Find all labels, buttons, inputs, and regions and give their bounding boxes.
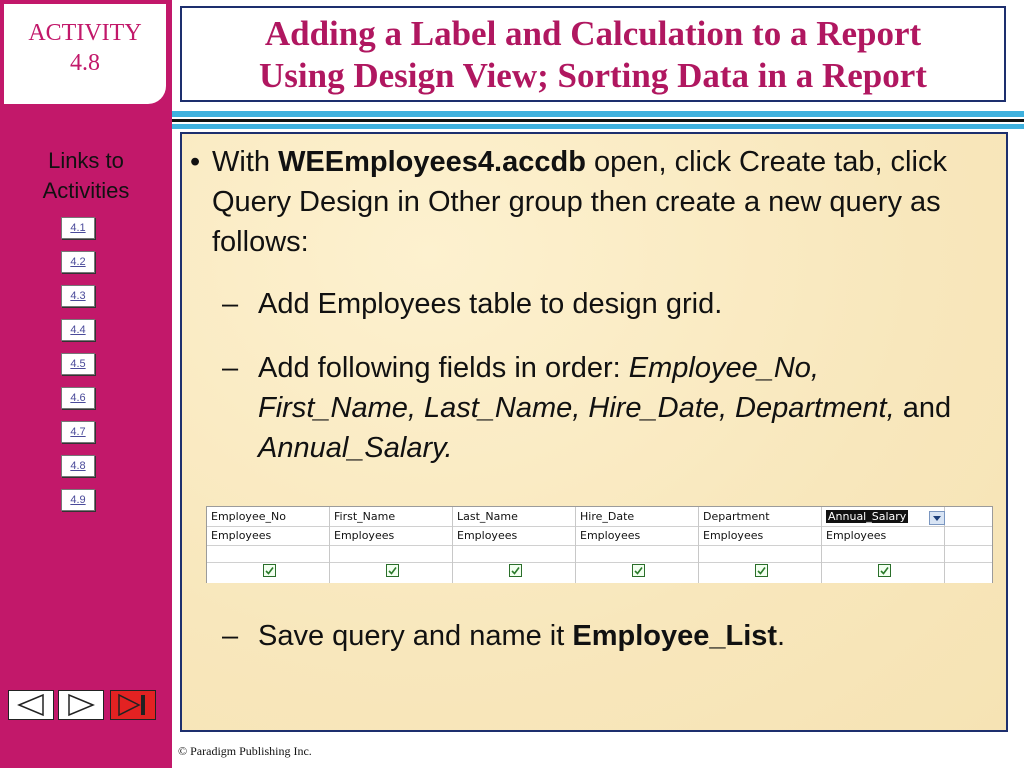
show-checkbox[interactable] [632, 564, 645, 577]
title-line-2: Using Design View; Sorting Data in a Report [259, 56, 927, 95]
link-activity-4-9[interactable]: 4.9 [61, 489, 95, 511]
header-divider [172, 108, 1024, 130]
show-checkbox[interactable] [755, 564, 768, 577]
query-design-grid [206, 506, 993, 583]
grid-field[interactable]: Employee_No [211, 510, 286, 523]
grid-table[interactable]: Employees [211, 529, 272, 542]
grid-table[interactable]: Employees [334, 529, 395, 542]
end-button[interactable] [110, 690, 156, 720]
activity-badge [4, 4, 166, 104]
link-activity-4-8[interactable]: 4.8 [61, 455, 95, 477]
links-title-line1: Links to [48, 148, 124, 173]
link-activity-4-7[interactable]: 4.7 [61, 421, 95, 443]
grid-field[interactable]: Last_Name [457, 510, 518, 523]
link-activity-4-1[interactable]: 4.1 [61, 217, 95, 239]
grid-table[interactable]: Employees [457, 529, 518, 542]
back-arrow-icon [9, 691, 53, 719]
field-list-last: Annual_Salary. [258, 432, 453, 464]
grid-column [576, 507, 699, 583]
show-checkbox[interactable] [263, 564, 276, 577]
checkbox-check-icon [264, 565, 275, 576]
show-checkbox[interactable] [878, 564, 891, 577]
checkbox-check-icon [756, 565, 767, 576]
sub-step-1: Add Employees table to design grid. [258, 288, 723, 320]
link-activity-4-4[interactable]: 4.4 [61, 319, 95, 341]
grid-table[interactable]: Employees [703, 529, 764, 542]
back-button[interactable] [8, 690, 54, 720]
dropdown-arrow-icon [930, 512, 944, 524]
link-activity-4-2[interactable]: 4.2 [61, 251, 95, 273]
checkbox-check-icon [510, 565, 521, 576]
grid-field[interactable] [826, 509, 908, 525]
grid-column [699, 507, 822, 583]
sub-step-2 [258, 348, 978, 468]
title-line-1: Adding a Label and Calculation to a Report [264, 14, 922, 53]
grid-column [207, 507, 330, 583]
field-list: Employee_No, First_Name, Last_Name, Hire_Date, Department, [258, 352, 895, 424]
dash-marker: – [222, 288, 239, 320]
show-checkbox[interactable] [386, 564, 399, 577]
links-title-line2: Activities [42, 178, 130, 203]
query-name: Employee_List [572, 620, 778, 652]
bullet-marker: • [190, 146, 201, 178]
grid-column [453, 507, 576, 583]
activity-number: 4.8 [70, 50, 100, 76]
show-checkbox[interactable] [509, 564, 522, 577]
dash-marker: – [222, 352, 239, 384]
forward-button[interactable] [58, 690, 104, 720]
end-arrow-icon [111, 691, 155, 719]
database-filename: WEEmployees4.accdb [278, 146, 586, 178]
forward-arrow-icon [59, 691, 103, 719]
copyright-footer: © Paradigm Publishing Inc. [178, 744, 312, 758]
sub-step-3-prefix: Save query and name it [258, 620, 573, 652]
checkbox-check-icon [879, 565, 890, 576]
and-word: and [894, 392, 952, 424]
grid-field[interactable]: First_Name [334, 510, 396, 523]
content-panel [180, 132, 1008, 732]
links-title [0, 146, 172, 206]
grid-column [822, 507, 945, 583]
sidebar [0, 0, 172, 768]
page-title [180, 6, 1006, 102]
bullet-prefix: With [212, 146, 279, 178]
link-activity-4-6[interactable]: 4.6 [61, 387, 95, 409]
link-activity-4-3[interactable]: 4.3 [61, 285, 95, 307]
grid-column [330, 507, 453, 583]
selected-field[interactable]: Annual_Salary [828, 510, 907, 523]
grid-field[interactable]: Hire_Date [580, 510, 635, 523]
checkbox-check-icon [387, 565, 398, 576]
sub-step-2-prefix: Add following fields in order: [258, 352, 629, 384]
grid-table[interactable]: Employees [826, 529, 887, 542]
sub-step-3-suffix: . [777, 620, 786, 652]
sub-step-3 [258, 616, 978, 656]
bullet-suffix: open, click Create tab, click Query Design in Other group then create a new query as follows: [212, 146, 947, 258]
dash-marker: – [222, 620, 239, 652]
field-dropdown-button[interactable] [929, 511, 945, 525]
checkbox-check-icon [633, 565, 644, 576]
grid-table[interactable]: Employees [580, 529, 641, 542]
link-activity-4-5[interactable]: 4.5 [61, 353, 95, 375]
activity-label: ACTIVITY [28, 20, 142, 46]
grid-field[interactable]: Department [703, 510, 770, 523]
